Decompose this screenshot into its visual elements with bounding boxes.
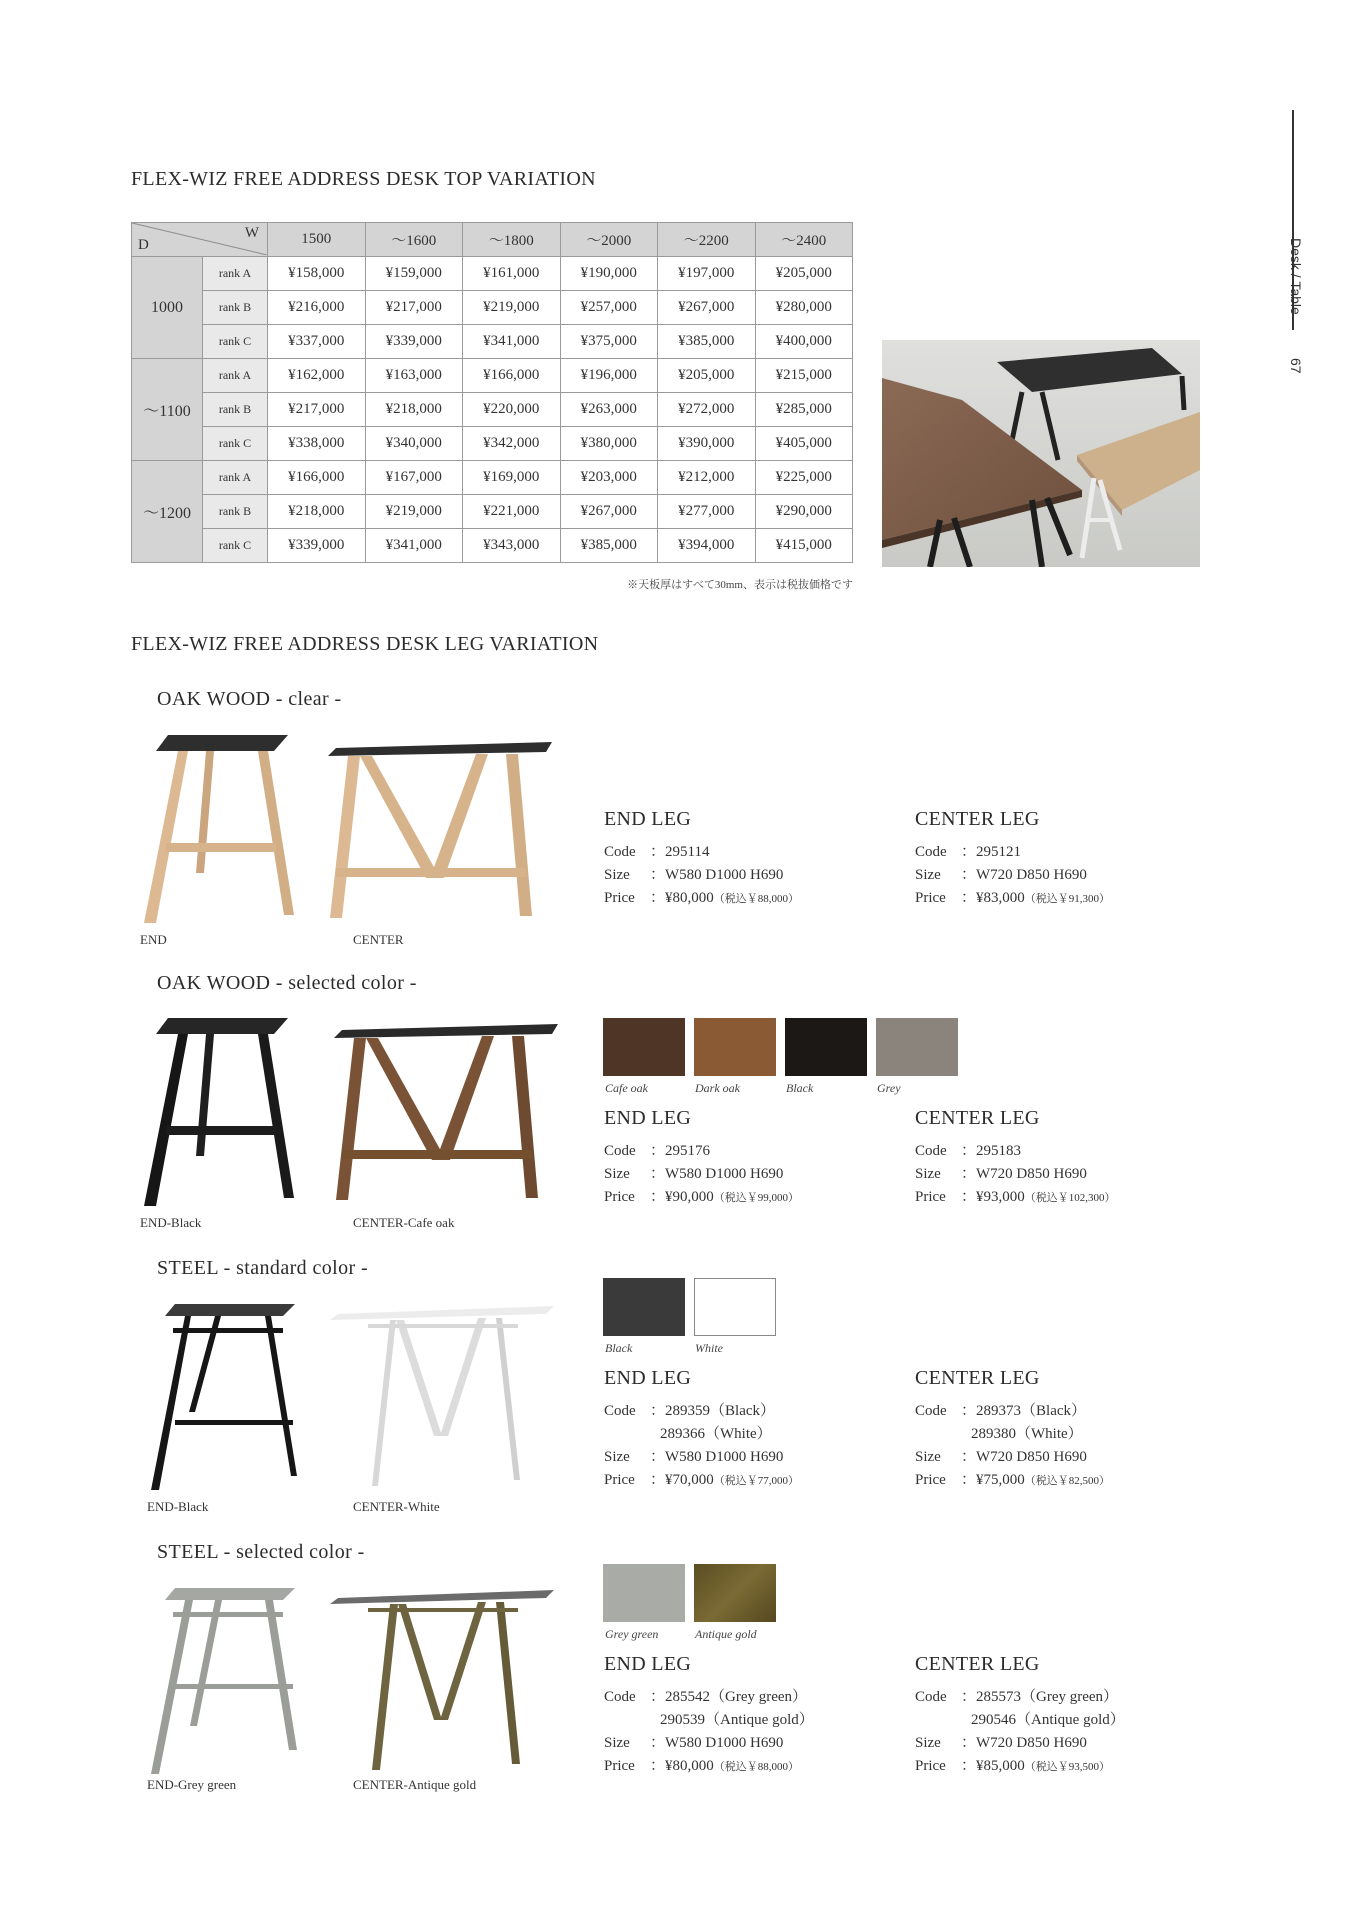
price-cell: ¥196,000 <box>560 359 658 393</box>
black-swatch <box>603 1278 685 1336</box>
white-swatch <box>694 1278 776 1336</box>
price-cell: ¥158,000 <box>268 257 366 291</box>
price-cell: ¥219,000 <box>463 291 561 325</box>
size-label: Size <box>915 1166 941 1182</box>
table-row <box>132 495 853 529</box>
table-corner <box>132 223 268 257</box>
price-cell: ¥341,000 <box>365 529 463 563</box>
label-center: CENTER-Cafe oak <box>353 1215 455 1230</box>
price-cell: ¥337,000 <box>268 325 366 359</box>
tax-value: （税込￥91,300） <box>1024 893 1111 905</box>
price-label: Price <box>915 1758 946 1774</box>
end-leg-steel-black-image <box>145 1302 305 1492</box>
center-leg-heading: CENTER LEG <box>915 1107 1040 1129</box>
code-value: 289359（Black） <box>665 1403 776 1419</box>
center-leg-oak-clear-image <box>326 738 558 922</box>
tax-value: （税込￥99,000） <box>713 1192 800 1204</box>
section-title-steel-standard: STEEL - standard color - <box>157 1257 369 1279</box>
label-end: END-Grey green <box>147 1777 237 1792</box>
swatch-label: White <box>695 1341 723 1355</box>
col-header: 1500 <box>268 223 366 257</box>
size-label: Size <box>604 867 630 883</box>
size-label: Size <box>604 1449 630 1465</box>
size-label: Size <box>604 1735 630 1751</box>
price-cell: ¥341,000 <box>463 325 561 359</box>
table-note: ※天板厚はすべて30mm、表示は税抜価格です <box>627 579 853 591</box>
sep: ： <box>961 1472 977 1488</box>
col-header: ～2200 <box>658 223 756 257</box>
depth-cell: ～1100 <box>132 359 203 461</box>
price-cell: ¥190,000 <box>560 257 658 291</box>
price-cell: ¥385,000 <box>658 325 756 359</box>
sep: ： <box>650 1166 666 1182</box>
center-leg-specs <box>915 1686 1125 1779</box>
table-row <box>132 427 853 461</box>
sep: ： <box>961 1403 977 1419</box>
price-cell: ¥159,000 <box>365 257 463 291</box>
price-cell: ¥385,000 <box>560 529 658 563</box>
size-value: W720 D850 H690 <box>976 1449 1087 1465</box>
price-cell: ¥272,000 <box>658 393 756 427</box>
price-cell: ¥400,000 <box>755 325 853 359</box>
tax-value: （税込￥88,000） <box>713 893 800 905</box>
price-cell: ¥218,000 <box>365 393 463 427</box>
price-cell: ¥375,000 <box>560 325 658 359</box>
swatch-label: Black <box>786 1081 814 1095</box>
price-label: Price <box>604 1472 635 1488</box>
price-cell: ¥215,000 <box>755 359 853 393</box>
center-leg-specs <box>915 1140 1116 1210</box>
center-leg-specs <box>915 841 1110 911</box>
code-value: 295114 <box>665 844 710 860</box>
code-label: Code <box>604 1143 636 1159</box>
tax-value: （税込￥88,000） <box>713 1761 800 1773</box>
price-cell: ¥220,000 <box>463 393 561 427</box>
depth-cell: ～1200 <box>132 461 203 563</box>
price-cell: ¥343,000 <box>463 529 561 563</box>
end-leg-heading: END LEG <box>604 1653 692 1675</box>
price-cell: ¥267,000 <box>560 495 658 529</box>
code-value: 289373（Black） <box>976 1403 1087 1419</box>
size-value: W720 D850 H690 <box>976 1735 1087 1751</box>
sep: ： <box>650 1403 666 1419</box>
table-row <box>132 359 853 393</box>
end-leg-specs <box>604 1400 799 1493</box>
col-header: ～1800 <box>463 223 561 257</box>
sep: ： <box>961 1189 977 1205</box>
sep: ： <box>961 867 977 883</box>
sep: ： <box>650 1189 666 1205</box>
code-value-2: 290546（Antique gold） <box>971 1712 1125 1728</box>
price-cell: ¥405,000 <box>755 427 853 461</box>
rank-cell: rank A <box>203 461 268 495</box>
code-label: Code <box>915 1403 947 1419</box>
label-end: END-Black <box>140 1215 202 1230</box>
sep: ： <box>650 844 666 860</box>
rank-cell: rank B <box>203 495 268 529</box>
table-row <box>132 461 853 495</box>
swatch-label: Cafe oak <box>605 1081 648 1095</box>
table-row <box>132 393 853 427</box>
price-cell: ¥267,000 <box>658 291 756 325</box>
price-cell: ¥277,000 <box>658 495 756 529</box>
label-center: CENTER-White <box>353 1499 440 1514</box>
price-label: Price <box>604 1189 635 1205</box>
rank-cell: rank B <box>203 291 268 325</box>
price-cell: ¥280,000 <box>755 291 853 325</box>
label-center: CENTER <box>353 932 404 947</box>
price-cell: ¥342,000 <box>463 427 561 461</box>
price-cell: ¥390,000 <box>658 427 756 461</box>
price-value: ¥83,000 <box>976 890 1025 906</box>
price-label: Price <box>915 1189 946 1205</box>
price-cell: ¥338,000 <box>268 427 366 461</box>
price-cell: ¥340,000 <box>365 427 463 461</box>
price-cell: ¥225,000 <box>755 461 853 495</box>
code-value: 285542（Grey green） <box>665 1689 808 1705</box>
sep: ： <box>961 1166 977 1182</box>
sep: ： <box>961 844 977 860</box>
price-cell: ¥219,000 <box>365 495 463 529</box>
rank-cell: rank C <box>203 427 268 461</box>
end-leg-grey-green-image <box>145 1586 305 1776</box>
rank-cell: rank A <box>203 257 268 291</box>
sep: ： <box>650 867 666 883</box>
corner-d-label: D <box>138 237 149 253</box>
price-cell: ¥203,000 <box>560 461 658 495</box>
price-value: ¥85,000 <box>976 1758 1025 1774</box>
size-value: W720 D850 H690 <box>976 867 1087 883</box>
code-value-2: 290539（Antique gold） <box>660 1712 814 1728</box>
price-cell: ¥161,000 <box>463 257 561 291</box>
price-cell: ¥221,000 <box>463 495 561 529</box>
side-section-label: Desk / Table <box>1288 238 1304 315</box>
price-label: Price <box>604 890 635 906</box>
dark-oak-swatch <box>694 1018 776 1076</box>
center-leg-antique-gold-image <box>328 1588 560 1772</box>
price-cell: ¥394,000 <box>658 529 756 563</box>
price-cell: ¥205,000 <box>658 359 756 393</box>
price-cell: ¥415,000 <box>755 529 853 563</box>
price-cell: ¥163,000 <box>365 359 463 393</box>
price-label: Price <box>604 1758 635 1774</box>
sep: ： <box>650 1143 666 1159</box>
table-row <box>132 529 853 563</box>
center-leg-steel-white-image <box>328 1304 560 1488</box>
end-leg-heading: END LEG <box>604 1107 692 1129</box>
table-row <box>132 325 853 359</box>
end-leg-heading: END LEG <box>604 1367 692 1389</box>
size-value: W580 D1000 H690 <box>665 1166 784 1182</box>
black-swatch <box>785 1018 867 1076</box>
price-value: ¥75,000 <box>976 1472 1025 1488</box>
code-value: 295176 <box>665 1143 711 1159</box>
tax-value: （税込￥93,500） <box>1024 1761 1111 1773</box>
end-leg-specs <box>604 841 799 911</box>
size-value: W580 D1000 H690 <box>665 1449 784 1465</box>
col-header: ～1600 <box>365 223 463 257</box>
price-cell: ¥257,000 <box>560 291 658 325</box>
sep: ： <box>961 1689 977 1705</box>
code-value: 295121 <box>976 844 1022 860</box>
size-value: W580 D1000 H690 <box>665 1735 784 1751</box>
end-leg-heading: END LEG <box>604 808 692 830</box>
rank-cell: rank B <box>203 393 268 427</box>
code-label: Code <box>604 1403 636 1419</box>
size-label: Size <box>604 1166 630 1182</box>
col-header: ～2400 <box>755 223 853 257</box>
sep: ： <box>650 890 666 906</box>
rank-cell: rank C <box>203 325 268 359</box>
price-table <box>131 222 853 563</box>
price-value: ¥70,000 <box>665 1472 714 1488</box>
price-value: ¥90,000 <box>665 1189 714 1205</box>
price-cell: ¥285,000 <box>755 393 853 427</box>
leg-variation-title: FLEX-WIZ FREE ADDRESS DESK LEG VARIATION <box>131 633 599 655</box>
price-cell: ¥339,000 <box>268 529 366 563</box>
tax-value: （税込￥82,500） <box>1024 1475 1111 1487</box>
code-value-2: 289380（White） <box>971 1426 1083 1442</box>
sep: ： <box>650 1758 666 1774</box>
sep: ： <box>650 1449 666 1465</box>
price-cell: ¥169,000 <box>463 461 561 495</box>
rank-cell: rank C <box>203 529 268 563</box>
size-label: Size <box>915 1735 941 1751</box>
desk-photo <box>882 340 1200 567</box>
swatch-label: Antique gold <box>695 1627 757 1641</box>
sep: ： <box>961 890 977 906</box>
top-variation-title: FLEX-WIZ FREE ADDRESS DESK TOP VARIATION <box>131 168 596 190</box>
tax-value: （税込￥77,000） <box>713 1475 800 1487</box>
price-cell: ¥263,000 <box>560 393 658 427</box>
section-title-steel-color: STEEL - selected color - <box>157 1541 365 1563</box>
price-cell: ¥167,000 <box>365 461 463 495</box>
center-leg-specs <box>915 1400 1110 1493</box>
sep: ： <box>650 1735 666 1751</box>
size-label: Size <box>915 1449 941 1465</box>
price-label: Price <box>915 1472 946 1488</box>
price-label: Price <box>915 890 946 906</box>
price-cell: ¥218,000 <box>268 495 366 529</box>
end-leg-specs <box>604 1140 799 1210</box>
sep: ： <box>961 1449 977 1465</box>
price-cell: ¥290,000 <box>755 495 853 529</box>
center-leg-heading: CENTER LEG <box>915 1367 1040 1389</box>
price-cell: ¥166,000 <box>268 461 366 495</box>
cafe-oak-swatch <box>603 1018 685 1076</box>
center-leg-cafe-oak-image <box>332 1020 564 1204</box>
sep: ： <box>961 1143 977 1159</box>
label-end: END-Black <box>147 1499 209 1514</box>
code-label: Code <box>604 1689 636 1705</box>
table-row <box>132 291 853 325</box>
price-value: ¥93,000 <box>976 1189 1025 1205</box>
end-leg-oak-clear-image <box>138 733 298 923</box>
label-center: CENTER-Antique gold <box>353 1777 477 1792</box>
table-header-row <box>132 223 853 257</box>
price-cell: ¥380,000 <box>560 427 658 461</box>
center-leg-heading: CENTER LEG <box>915 808 1040 830</box>
price-cell: ¥205,000 <box>755 257 853 291</box>
section-title-oak-color: OAK WOOD - selected color - <box>157 972 417 994</box>
center-leg-heading: CENTER LEG <box>915 1653 1040 1675</box>
price-value: ¥80,000 <box>665 890 714 906</box>
section-title-oak-clear: OAK WOOD - clear - <box>157 688 342 710</box>
code-label: Code <box>604 844 636 860</box>
price-cell: ¥162,000 <box>268 359 366 393</box>
price-cell: ¥166,000 <box>463 359 561 393</box>
corner-w-label: W <box>244 225 259 241</box>
code-label: Code <box>915 1143 947 1159</box>
price-cell: ¥217,000 <box>268 393 366 427</box>
code-value: 285573（Grey green） <box>976 1689 1119 1705</box>
price-value: ¥80,000 <box>665 1758 714 1774</box>
table-row <box>132 257 853 291</box>
price-cell: ¥216,000 <box>268 291 366 325</box>
end-leg-specs <box>604 1686 814 1779</box>
swatch-label: Grey <box>877 1081 901 1095</box>
sep: ： <box>961 1735 977 1751</box>
price-cell: ¥212,000 <box>658 461 756 495</box>
grey-swatch <box>876 1018 958 1076</box>
sep: ： <box>650 1689 666 1705</box>
end-leg-oak-black-image <box>138 1016 298 1206</box>
price-cell: ¥217,000 <box>365 291 463 325</box>
size-label: Size <box>915 867 941 883</box>
code-value: 295183 <box>976 1143 1022 1159</box>
size-value: W720 D850 H690 <box>976 1166 1087 1182</box>
swatch-label: Black <box>605 1341 633 1355</box>
depth-cell: 1000 <box>132 257 203 359</box>
price-cell: ¥339,000 <box>365 325 463 359</box>
code-label: Code <box>915 1689 947 1705</box>
swatch-label: Dark oak <box>695 1081 740 1095</box>
page-number: 67 <box>1288 358 1304 374</box>
swatch-label: Grey green <box>605 1627 659 1641</box>
col-header: ～2000 <box>560 223 658 257</box>
antique-gold-swatch <box>694 1564 776 1622</box>
side-index <box>1288 238 1304 378</box>
sep: ： <box>650 1472 666 1488</box>
code-value-2: 289366（White） <box>660 1426 772 1442</box>
sep: ： <box>961 1758 977 1774</box>
code-label: Code <box>915 844 947 860</box>
price-cell: ¥197,000 <box>658 257 756 291</box>
label-end: END <box>140 932 167 947</box>
grey-green-swatch <box>603 1564 685 1622</box>
tax-value: （税込￥102,300） <box>1024 1192 1116 1204</box>
rank-cell: rank A <box>203 359 268 393</box>
size-value: W580 D1000 H690 <box>665 867 784 883</box>
